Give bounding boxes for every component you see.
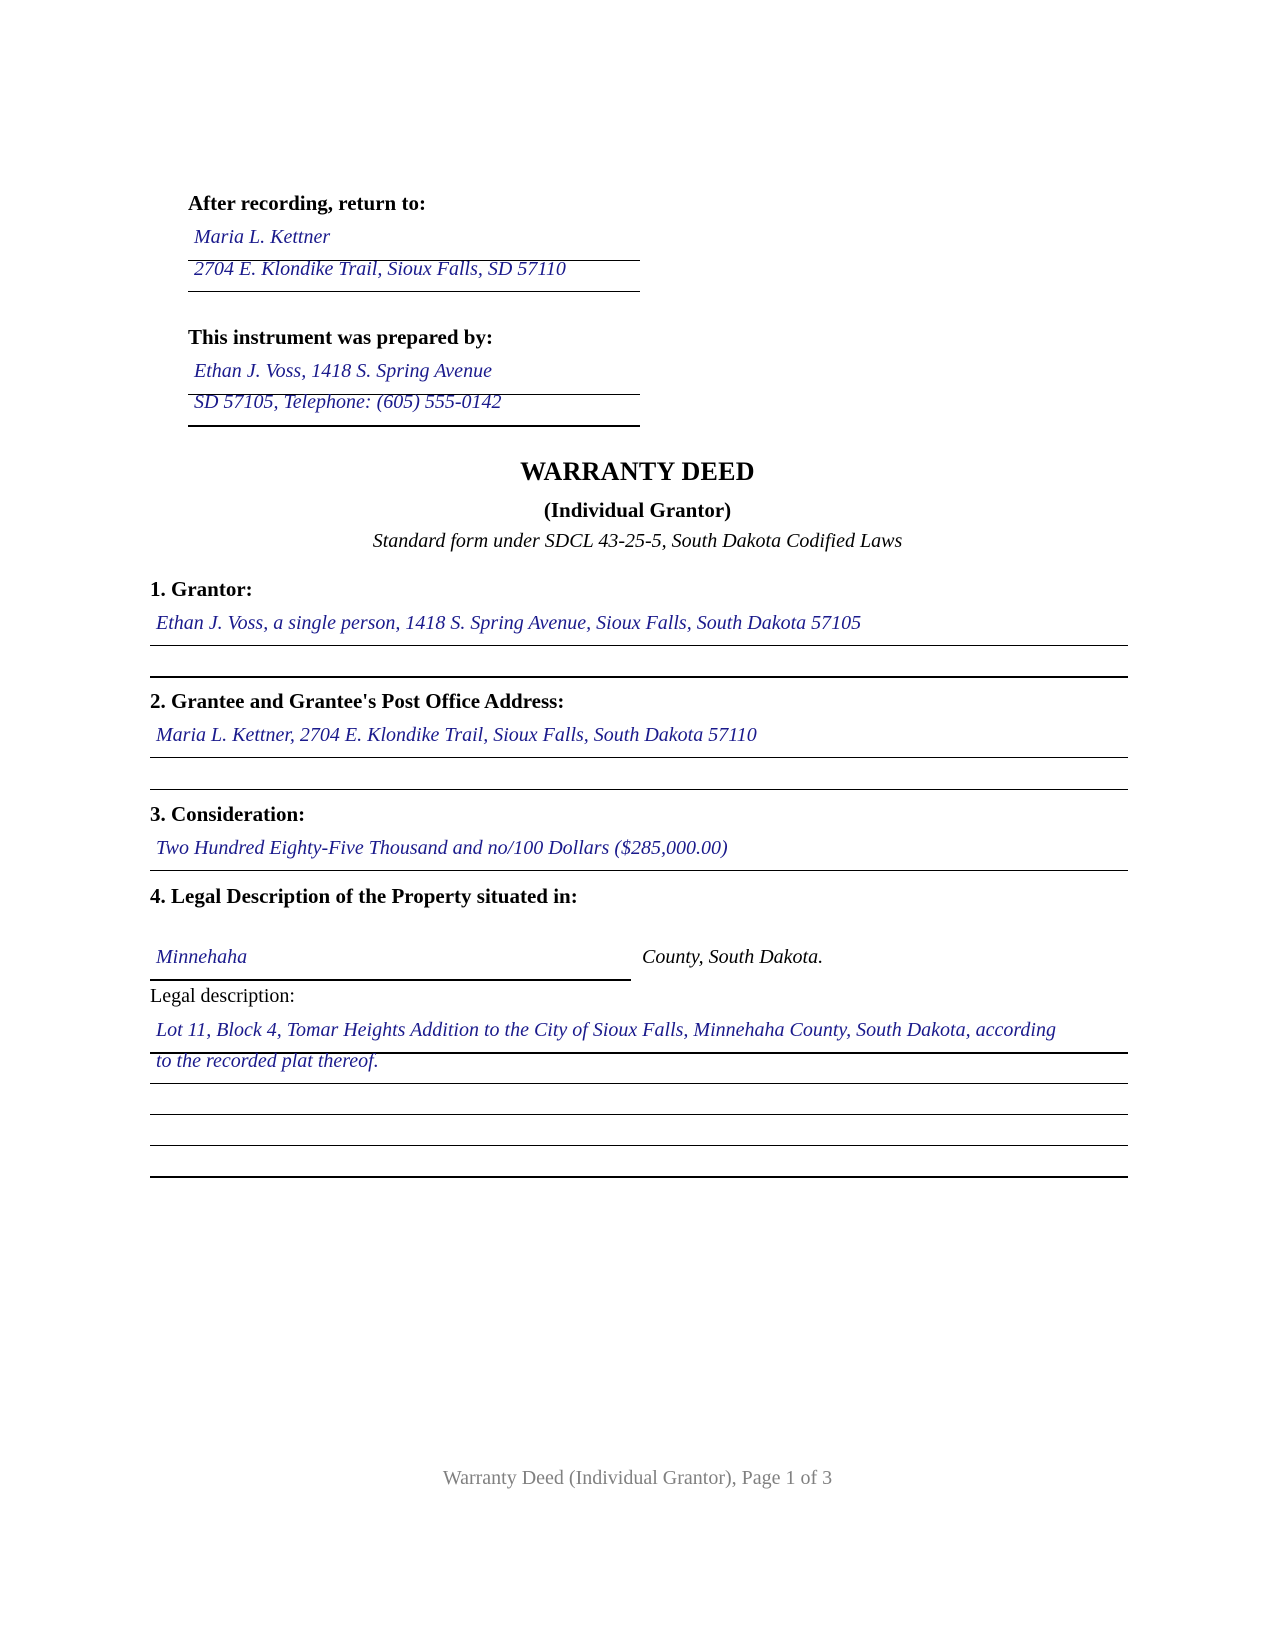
prepared-by-line1-field[interactable]: Ethan J. Voss, 1418 S. Spring Avenue	[194, 360, 492, 382]
county-suffix: County, South Dakota.	[642, 946, 824, 968]
legal-description-line2-field[interactable]: to the recorded plat thereof.	[156, 1050, 379, 1072]
page-footer: Warranty Deed (Individual Grantor), Page 1 of 3	[442, 1467, 833, 1489]
county-rule	[150, 979, 631, 981]
prepared-by-line2-field[interactable]: SD 57105, Telephone: (605) 555-0142	[194, 391, 502, 413]
grantee-field[interactable]: Maria L. Kettner, 2704 E. Klondike Trail, Sioux Falls, South Dakota 57110	[156, 724, 757, 746]
legal-description-rule-3	[150, 1114, 1128, 1115]
document-subtitle: (Individual Grantor)	[543, 498, 732, 522]
grantor-line2-rule	[150, 676, 1128, 678]
grantee-heading: 2. Grantee and Grantee's Post Office Address:	[150, 689, 565, 713]
return-to-heading: After recording, return to:	[188, 191, 426, 215]
return-to-name-field[interactable]: Maria L. Kettner	[194, 226, 331, 248]
grantor-heading: 1. Grantor:	[150, 577, 253, 601]
return-to-address-field[interactable]: 2704 E. Klondike Trail, Sioux Falls, SD 57110	[194, 258, 566, 280]
legal-description-label: Legal description:	[150, 985, 295, 1007]
legal-heading: 4. Legal Description of the Property situated in:	[150, 884, 578, 908]
grantor-line1-rule	[150, 645, 1128, 646]
prepared-by-heading: This instrument was prepared by:	[188, 325, 493, 349]
legal-description-rule-5	[150, 1176, 1128, 1178]
grantee-line2-rule	[150, 789, 1128, 790]
consideration-rule	[150, 870, 1128, 871]
county-field[interactable]: Minnehaha	[156, 946, 248, 968]
legal-description-line1-field[interactable]: Lot 11, Block 4, Tomar Heights Addition to the City of Sioux Falls, Minnehaha County, South Dakota, according	[156, 1019, 1056, 1041]
grantee-line1-rule	[150, 757, 1128, 758]
consideration-heading: 3. Consideration:	[150, 802, 306, 826]
document-title: WARRANTY DEED	[520, 457, 755, 486]
return-to-line2-rule	[188, 291, 640, 292]
prepared-by-line2-rule	[188, 425, 640, 427]
statute-note: Standard form under SDCL 43-25-5, South Dakota Codified Laws	[372, 530, 903, 552]
legal-description-rule-2	[150, 1083, 1128, 1084]
grantor-field[interactable]: Ethan J. Voss, a single person, 1418 S. Spring Avenue, Sioux Falls, South Dakota 57105	[156, 612, 862, 634]
legal-description-rule-4	[150, 1145, 1128, 1146]
consideration-field[interactable]: Two Hundred Eighty-Five Thousand and no/100 Dollars ($285,000.00)	[156, 837, 728, 859]
